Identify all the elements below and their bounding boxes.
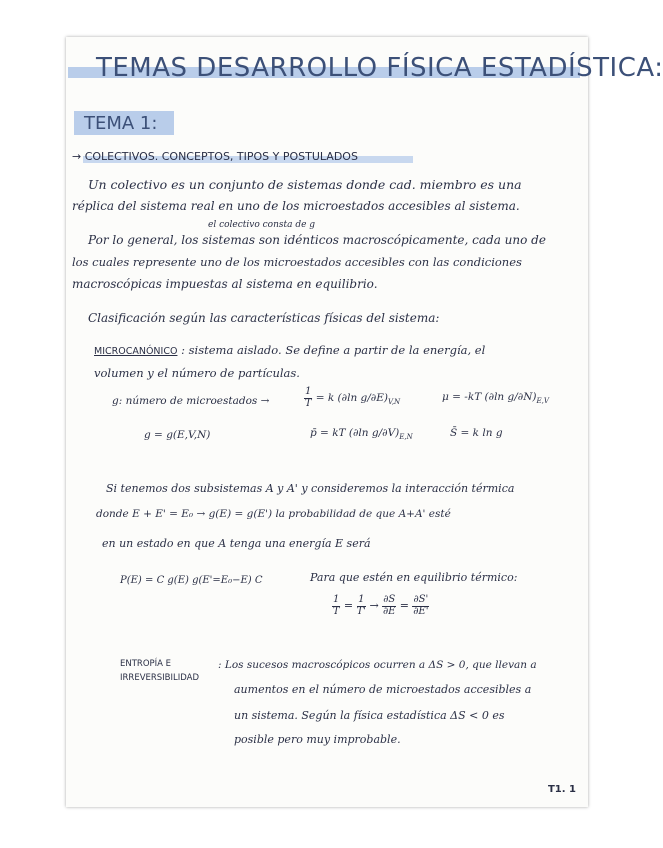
margin-note: el colectivo consta de g (208, 220, 316, 230)
temperature-equation: $\frac{1}{T}$ = k (∂ln $g/\partial E)_{V,N}$ (304, 386, 401, 409)
section-heading: → COLECTIVOS. CONCEPTOS, TIPOS Y POSTULADOS (72, 150, 358, 163)
irreversibility-label: IRREVERSIBILIDAD (120, 673, 200, 683)
tema-heading: TEMA 1: (84, 113, 158, 134)
page-title: TEMAS DESARROLLO FÍSICA ESTADÍSTICA: (96, 53, 663, 83)
g-definition: g: número de microestados → (112, 395, 270, 407)
paragraph-line: en un estado en que A tenga una energía E será (102, 537, 371, 550)
microcanonical-text-2: volumen y el número de partículas. (94, 366, 300, 380)
probability-equation: P(E) = C g(E) g(E'=E₀−E) C (120, 575, 263, 586)
paragraph-line: Si tenemos dos subsistemas A y A' y consideremos la interacción térmica (106, 482, 515, 495)
equilibrium-equation: $\frac{1}{T}$ = $\frac{1}{T'}$ → $\frac{\partial S}{\partial E}$ = $\frac{\partial S'}{\partial E'}$ (332, 594, 429, 617)
classification-heading: Clasificación según las características físicas del sistema: (88, 311, 440, 325)
microcanonical-label: MICROCANÓNICO (94, 346, 178, 357)
paragraph-line: un sistema. Según la física estadística ΔS < 0 es (234, 709, 505, 722)
paragraph-line: réplica del sistema real en uno de los microestados accesibles al sistema. (72, 199, 520, 213)
chemical-potential-equation: μ = -kT (∂ln $g/\partial N)_{E,V}$ (442, 391, 549, 406)
paragraph-line: posible pero muy improbable. (234, 733, 401, 746)
entropy-label: ENTROPÍA E (120, 659, 172, 669)
paragraph-line: Un colectivo es un conjunto de sistemas donde cad. miembro es una (88, 177, 522, 192)
microcanonical-text: : sistema aislado. Se define a partir de la energía, el (181, 343, 486, 357)
notebook-page (66, 37, 663, 807)
entropy-equation: S̄ = k ln g (450, 427, 503, 439)
paragraph-line: aumentos en el número de microestados accesibles a (234, 683, 532, 696)
g-function: g = g(E,V,N) (144, 429, 211, 441)
page-number: T1. 1 (547, 784, 576, 795)
paragraph-line: : Los sucesos macroscópicos ocurren a ΔS > 0, que llevan a (218, 659, 537, 671)
microcanonical-line (94, 343, 485, 357)
paragraph-line: los cuales represente uno de los microestados accesibles con las condiciones (72, 255, 522, 269)
paragraph-line: macroscópicas impuestas al sistema en equilibrio. (72, 277, 378, 291)
paragraph-line: Por lo general, los sistemas son idénticos macroscópicamente, cada uno de (88, 233, 546, 247)
paragraph-line: donde E + E' = E₀ → g(E) = g(E') la probabilidad de que A+A' esté (96, 508, 451, 520)
pressure-equation: p̄ = kT (∂ln $g/\partial V)_{E,N}$ (310, 427, 413, 442)
equilibrium-text: Para que estén en equilibrio térmico: (310, 571, 518, 584)
